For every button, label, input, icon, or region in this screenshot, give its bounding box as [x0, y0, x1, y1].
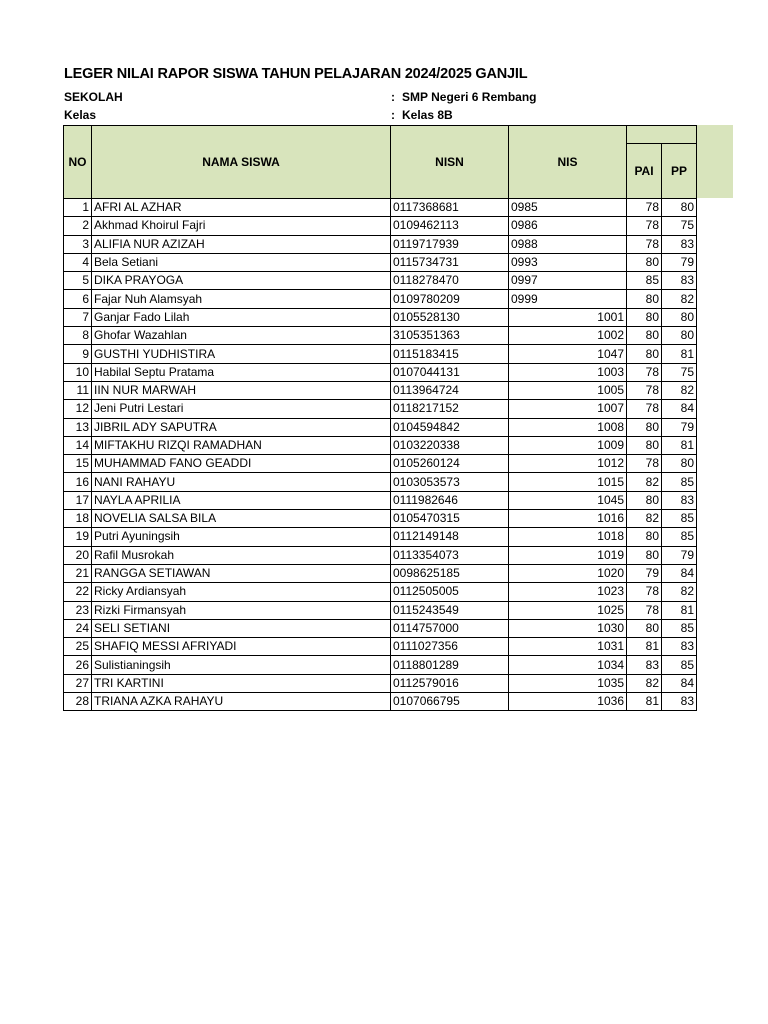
- row-nisn-cell: 0111027356: [391, 638, 509, 656]
- row-nama-cell: Rizki Firmansyah: [92, 601, 391, 619]
- row-pai-cell: 85: [627, 272, 662, 290]
- row-nis-cell: 1047: [509, 345, 627, 363]
- table-row: [64, 601, 697, 619]
- row-nis-cell: 1031: [509, 638, 627, 656]
- row-nis-cell: 1034: [509, 656, 627, 674]
- row-no-cell: 5: [64, 272, 92, 290]
- row-pai-cell: 83: [627, 656, 662, 674]
- row-pai-cell: 80: [627, 436, 662, 454]
- row-no-cell: 10: [64, 363, 92, 381]
- row-nama-cell: Sulistianingsih: [92, 656, 391, 674]
- row-nis-cell: 1001: [509, 308, 627, 326]
- row-nisn-cell: 0118217152: [391, 400, 509, 418]
- row-pai-cell: 80: [627, 546, 662, 564]
- table-row: [64, 436, 697, 454]
- sekolah-label: SEKOLAH: [64, 90, 123, 104]
- row-nisn-cell: 3105351363: [391, 327, 509, 345]
- row-pp-cell: 82: [662, 290, 697, 308]
- row-nama-cell: MUHAMMAD FANO GEADDI: [92, 455, 391, 473]
- row-nisn-cell: 0115243549: [391, 601, 509, 619]
- row-pai-cell: 78: [627, 199, 662, 217]
- row-pai-cell: 78: [627, 381, 662, 399]
- row-pai-cell: 80: [627, 345, 662, 363]
- row-nama-cell: Rafil Musrokah: [92, 546, 391, 564]
- row-nis-cell: 1045: [509, 491, 627, 509]
- row-nisn-cell: 0117368681: [391, 199, 509, 217]
- row-nisn-cell: 0105260124: [391, 455, 509, 473]
- row-pp-cell: 75: [662, 217, 697, 235]
- row-nisn-cell: 0105470315: [391, 510, 509, 528]
- table-row: [64, 381, 697, 399]
- row-nis-cell: 1035: [509, 674, 627, 692]
- row-pp-cell: 80: [662, 308, 697, 326]
- row-no-cell: 19: [64, 528, 92, 546]
- row-pai-cell: 82: [627, 674, 662, 692]
- row-pp-cell: 82: [662, 381, 697, 399]
- row-nama-cell: NANI RAHAYU: [92, 473, 391, 491]
- row-no-cell: 9: [64, 345, 92, 363]
- table-row: [64, 217, 697, 235]
- row-no-cell: 13: [64, 418, 92, 436]
- row-pp-cell: 85: [662, 619, 697, 637]
- row-nisn-cell: 0103053573: [391, 473, 509, 491]
- row-nis-cell: 1016: [509, 510, 627, 528]
- row-no-cell: 2: [64, 217, 92, 235]
- row-no-cell: 26: [64, 656, 92, 674]
- row-pp-cell: 82: [662, 583, 697, 601]
- row-nis-cell: 1018: [509, 528, 627, 546]
- leger-table: [63, 125, 697, 711]
- table-row: [64, 473, 697, 491]
- row-nis-cell: 1019: [509, 546, 627, 564]
- table-row: [64, 619, 697, 637]
- header-nis: NIS: [509, 126, 627, 199]
- row-pp-cell: 80: [662, 455, 697, 473]
- row-nama-cell: Ghofar Wazahlan: [92, 327, 391, 345]
- row-nama-cell: NOVELIA SALSA BILA: [92, 510, 391, 528]
- row-pai-cell: 78: [627, 217, 662, 235]
- row-pai-cell: 78: [627, 455, 662, 473]
- row-nama-cell: Ricky Ardiansyah: [92, 583, 391, 601]
- table-row: [64, 308, 697, 326]
- row-pai-cell: 78: [627, 601, 662, 619]
- row-nama-cell: Fajar Nuh Alamsyah: [92, 290, 391, 308]
- row-nisn-cell: 0109780209: [391, 290, 509, 308]
- row-no-cell: 27: [64, 674, 92, 692]
- row-nis-cell: 1007: [509, 400, 627, 418]
- table-row: [64, 638, 697, 656]
- table-row: [64, 290, 697, 308]
- row-no-cell: 6: [64, 290, 92, 308]
- kelas-colon: :: [391, 108, 395, 122]
- row-pp-cell: 85: [662, 473, 697, 491]
- row-no-cell: 1: [64, 199, 92, 217]
- row-nis-cell: 1008: [509, 418, 627, 436]
- row-nisn-cell: 0115183415: [391, 345, 509, 363]
- row-nama-cell: SHAFIQ MESSI AFRIYADI: [92, 638, 391, 656]
- row-no-cell: 28: [64, 693, 92, 711]
- row-nama-cell: Bela Setiani: [92, 253, 391, 271]
- table-row: [64, 272, 697, 290]
- row-pp-cell: 80: [662, 199, 697, 217]
- row-pp-cell: 83: [662, 272, 697, 290]
- row-pp-cell: 83: [662, 235, 697, 253]
- row-pp-cell: 80: [662, 327, 697, 345]
- row-nama-cell: NAYLA APRILIA: [92, 491, 391, 509]
- table-row: [64, 528, 697, 546]
- row-pai-cell: 80: [627, 491, 662, 509]
- row-pai-cell: 80: [627, 308, 662, 326]
- row-nama-cell: Habilal Septu Pratama: [92, 363, 391, 381]
- table-row: [64, 546, 697, 564]
- row-no-cell: 22: [64, 583, 92, 601]
- row-nisn-cell: 0112579016: [391, 674, 509, 692]
- row-nis-cell: 1023: [509, 583, 627, 601]
- header-pai: PAI: [627, 144, 662, 199]
- header-nama-siswa: NAMA SISWA: [92, 126, 391, 199]
- row-nisn-cell: 0107044131: [391, 363, 509, 381]
- table-row: [64, 656, 697, 674]
- row-nama-cell: TRIANA AZKA RAHAYU: [92, 693, 391, 711]
- row-pp-cell: 83: [662, 491, 697, 509]
- row-pp-cell: 81: [662, 436, 697, 454]
- row-nama-cell: IIN NUR MARWAH: [92, 381, 391, 399]
- row-pai-cell: 80: [627, 253, 662, 271]
- row-nisn-cell: 0105528130: [391, 308, 509, 326]
- row-pp-cell: 85: [662, 528, 697, 546]
- row-no-cell: 12: [64, 400, 92, 418]
- table-row: [64, 674, 697, 692]
- row-nis-cell: 1015: [509, 473, 627, 491]
- row-nama-cell: GUSTHI YUDHISTIRA: [92, 345, 391, 363]
- row-no-cell: 8: [64, 327, 92, 345]
- row-pp-cell: 79: [662, 418, 697, 436]
- table-row: [64, 253, 697, 271]
- row-nis-cell: 1012: [509, 455, 627, 473]
- row-nis-cell: 1009: [509, 436, 627, 454]
- row-nisn-cell: 0112505005: [391, 583, 509, 601]
- sekolah-colon: :: [391, 90, 395, 104]
- row-pai-cell: 82: [627, 510, 662, 528]
- row-no-cell: 3: [64, 235, 92, 253]
- row-no-cell: 24: [64, 619, 92, 637]
- header-pp: PP: [662, 144, 697, 199]
- row-no-cell: 15: [64, 455, 92, 473]
- row-no-cell: 11: [64, 381, 92, 399]
- row-nama-cell: SELI SETIANI: [92, 619, 391, 637]
- row-no-cell: 21: [64, 564, 92, 582]
- row-no-cell: 16: [64, 473, 92, 491]
- row-pai-cell: 78: [627, 583, 662, 601]
- row-nisn-cell: 0115734731: [391, 253, 509, 271]
- row-nis-cell: 0985: [509, 199, 627, 217]
- table-row: [64, 400, 697, 418]
- row-nis-cell: 0999: [509, 290, 627, 308]
- row-pp-cell: 84: [662, 564, 697, 582]
- row-nis-cell: 1036: [509, 693, 627, 711]
- row-nama-cell: Akhmad Khoirul Fajri: [92, 217, 391, 235]
- row-nama-cell: Ganjar Fado Lilah: [92, 308, 391, 326]
- row-pai-cell: 80: [627, 327, 662, 345]
- row-no-cell: 7: [64, 308, 92, 326]
- row-nisn-cell: 0119717939: [391, 235, 509, 253]
- row-pai-cell: 82: [627, 473, 662, 491]
- row-nama-cell: TRI KARTINI: [92, 674, 391, 692]
- row-nisn-cell: 0109462113: [391, 217, 509, 235]
- row-nisn-cell: 0113354073: [391, 546, 509, 564]
- row-pp-cell: 81: [662, 345, 697, 363]
- table-row: [64, 327, 697, 345]
- row-pai-cell: 78: [627, 400, 662, 418]
- row-nisn-cell: 0104594842: [391, 418, 509, 436]
- kelas-label: Kelas: [64, 108, 97, 122]
- row-nis-cell: 1025: [509, 601, 627, 619]
- table-body: [64, 199, 697, 711]
- row-nis-cell: 1030: [509, 619, 627, 637]
- table-row: [64, 418, 697, 436]
- row-pp-cell: 83: [662, 638, 697, 656]
- row-pai-cell: 80: [627, 290, 662, 308]
- table-row: [64, 491, 697, 509]
- row-nama-cell: JIBRIL ADY SAPUTRA: [92, 418, 391, 436]
- row-nisn-cell: 0118801289: [391, 656, 509, 674]
- row-nisn-cell: 0111982646: [391, 491, 509, 509]
- row-nama-cell: MIFTAKHU RIZQI RAMADHAN: [92, 436, 391, 454]
- page-title: LEGER NILAI RAPOR SISWA TAHUN PELAJARAN 2024/2025 GANJIL: [64, 66, 528, 82]
- row-nis-cell: 1005: [509, 381, 627, 399]
- row-pp-cell: 81: [662, 601, 697, 619]
- row-pp-cell: 83: [662, 693, 697, 711]
- row-nisn-cell: 0112149148: [391, 528, 509, 546]
- row-nis-cell: 1002: [509, 327, 627, 345]
- row-pp-cell: 85: [662, 510, 697, 528]
- row-no-cell: 4: [64, 253, 92, 271]
- row-pai-cell: 80: [627, 528, 662, 546]
- table-row: [64, 583, 697, 601]
- row-nisn-cell: 0103220338: [391, 436, 509, 454]
- row-pai-cell: 78: [627, 235, 662, 253]
- table-row: [64, 363, 697, 381]
- header-fill-extension: [697, 125, 733, 198]
- header-no: NO: [64, 126, 92, 199]
- table-row: [64, 510, 697, 528]
- row-nis-cell: 0986: [509, 217, 627, 235]
- row-nama-cell: ALIFIA NUR AZIZAH: [92, 235, 391, 253]
- row-nisn-cell: 0113964724: [391, 381, 509, 399]
- row-nis-cell: 1003: [509, 363, 627, 381]
- row-no-cell: 20: [64, 546, 92, 564]
- table-row: [64, 199, 697, 217]
- row-nis-cell: 0988: [509, 235, 627, 253]
- row-nama-cell: Jeni Putri Lestari: [92, 400, 391, 418]
- row-nisn-cell: 0118278470: [391, 272, 509, 290]
- row-pai-cell: 80: [627, 418, 662, 436]
- row-pai-cell: 78: [627, 363, 662, 381]
- row-nama-cell: AFRI AL AZHAR: [92, 199, 391, 217]
- row-pai-cell: 79: [627, 564, 662, 582]
- sekolah-value: SMP Negeri 6 Rembang: [402, 90, 537, 104]
- row-nis-cell: 0997: [509, 272, 627, 290]
- row-pp-cell: 75: [662, 363, 697, 381]
- header-subject-group: [627, 126, 697, 144]
- row-no-cell: 18: [64, 510, 92, 528]
- row-nis-cell: 1020: [509, 564, 627, 582]
- table-row: [64, 455, 697, 473]
- row-nama-cell: Putri Ayuningsih: [92, 528, 391, 546]
- table-row: [64, 345, 697, 363]
- row-no-cell: 25: [64, 638, 92, 656]
- row-pp-cell: 84: [662, 400, 697, 418]
- table-row: [64, 693, 697, 711]
- row-pai-cell: 81: [627, 638, 662, 656]
- row-nisn-cell: 0107066795: [391, 693, 509, 711]
- row-nama-cell: RANGGA SETIAWAN: [92, 564, 391, 582]
- row-no-cell: 14: [64, 436, 92, 454]
- row-no-cell: 23: [64, 601, 92, 619]
- row-pp-cell: 79: [662, 546, 697, 564]
- row-pp-cell: 84: [662, 674, 697, 692]
- kelas-value: Kelas 8B: [402, 108, 453, 122]
- row-pai-cell: 80: [627, 619, 662, 637]
- row-nis-cell: 0993: [509, 253, 627, 271]
- header-nisn: NISN: [391, 126, 509, 199]
- row-pp-cell: 79: [662, 253, 697, 271]
- row-nama-cell: DIKA PRAYOGA: [92, 272, 391, 290]
- table-row: [64, 235, 697, 253]
- table-row: [64, 564, 697, 582]
- row-pai-cell: 81: [627, 693, 662, 711]
- row-pp-cell: 85: [662, 656, 697, 674]
- row-nisn-cell: 0114757000: [391, 619, 509, 637]
- row-nisn-cell: 0098625185: [391, 564, 509, 582]
- row-no-cell: 17: [64, 491, 92, 509]
